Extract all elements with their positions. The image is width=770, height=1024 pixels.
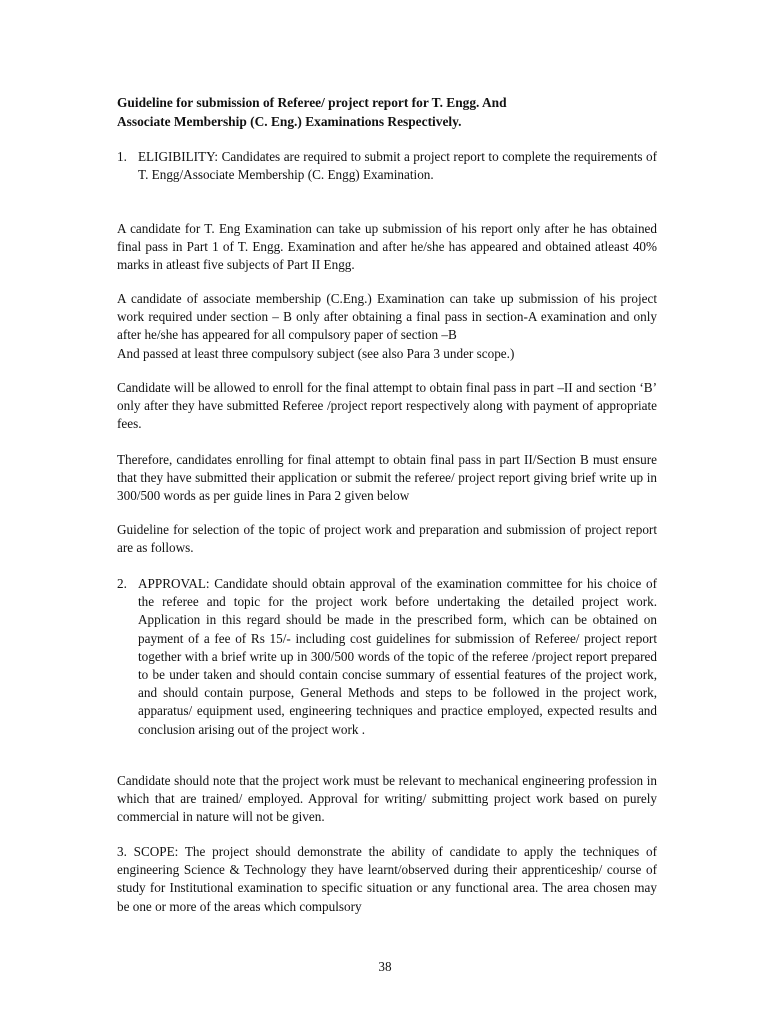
paragraph-therefore: Therefore, candidates enrolling for final attempt to obtain final pass in part II/Section B must ensure that they have submitted their application or submit the referee/ project report giving brief write up in 300/500 words as per guide lines in Para 2 given below [117, 452, 657, 504]
approval-item [117, 575, 657, 739]
paragraph-final-attempt: Candidate will be allowed to enroll for the final attempt to obtain final pass in part –II and section ‘B’ only after they have submitted Referee /project report respectively along with payment of appropriate fees. [117, 380, 657, 432]
eligibility-number: 1. [117, 149, 127, 164]
eligibility-item [117, 148, 657, 184]
paragraph-associate-main: A candidate of associate membership (C.Eng.) Examination can take up submission of his project work required under section – B only after obtaining a final pass in section-A examination and only after he/she has appeared for all compulsory paper of section –B [117, 291, 657, 343]
paragraph-relevance: Candidate should note that the project work must be relevant to mechanical engineering profession in which that are trained/ employed. Approval for writing/ submitting project work based on purely commercial in nature will not be given. [117, 773, 657, 825]
eligibility-text: ELIGIBILITY: Candidates are required to submit a project report to complete the requirements of T. Engg/Associate Membership (C. Engg) Examination. [138, 149, 657, 183]
page-number: 38 [378, 959, 392, 974]
paragraph-scope: 3. SCOPE: The project should demonstrate the ability of candidate to apply the techniques of engineering Science & Technology they have learnt/observed during their apprenticeship/ course of study for Institutional examination to specific situation or any functional area. The area chosen may be one or more of the areas which compulsory [117, 844, 657, 914]
paragraph-associate-last: And passed at least three compulsory subject (see also Para 3 under scope.) [117, 345, 515, 361]
approval-text: APPROVAL: Candidate should obtain approval of the examination committee for his choice of the referee and topic for the project work before undertaking the detailed project work. Application in this regard should be made in the prescribed form, which can be obtained on payment of a fee of Rs 15/- including cost guidelines for submission of Referee/ project report together with a brief write up in 300/500 words of the topic of the referee /project report prepared to be under taken and should contain concise summary of essential features of the project work, and should contain purpose, General Methods and steps to be followed in the project work, apparatus/ equipment used, engineering techniques and practice employed, expected results and conclusion arising out of the project work . [138, 576, 657, 737]
title-line-2: Associate Membership (C. Eng.) Examinations Respectively. [117, 113, 462, 129]
approval-number: 2. [117, 576, 127, 591]
document-title [117, 94, 657, 131]
paragraph-guideline: Guideline for selection of the topic of project work and preparation and submission of project report are as follows. [117, 522, 657, 556]
title-line-1: Guideline for submission of Referee/ project report for T. Engg. And [117, 95, 507, 110]
paragraph-t-eng: A candidate for T. Eng Examination can take up submission of his report only after he has obtained final pass in Part 1 of T. Engg. Examination and after he/she has appeared and obtained atleast 40% marks in atleast five subjects of Part II Engg. [117, 221, 657, 273]
paragraph-associate [117, 290, 657, 363]
